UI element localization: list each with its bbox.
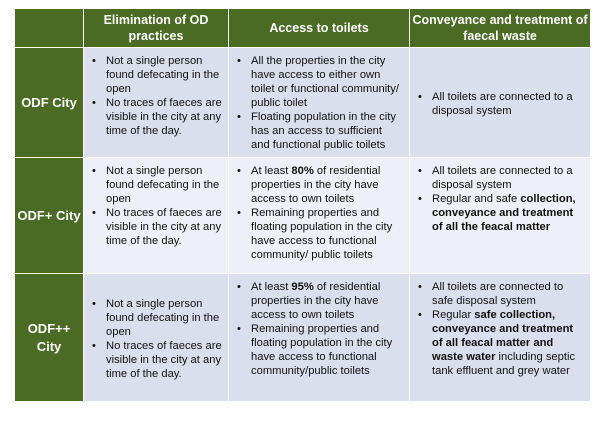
bullet-item [237,280,403,322]
elimination-cell [84,274,229,402]
elimination-cell [84,48,229,158]
bullet-item: • No traces of faeces are visible in the city at any time of the day. [92,339,222,381]
bullet-item: • All toilets are connected to a disposal system [418,164,584,192]
bullet-emphasis: 80% [291,165,314,177]
bullet-item: • Not a single person found defecating in the open [92,164,222,206]
bullet-item [418,192,584,234]
bullet-item: • No traces of faeces are visible in the city at any time of the day. [92,206,222,248]
bullet-text: Regular and safe [432,193,521,205]
bullet-text: Regular [432,309,475,321]
header-elimination: Elimination of OD practices [84,9,229,48]
conveyance-cell [410,274,591,402]
table-row-odf [15,48,591,158]
bullet-item: • Remaining properties and floating population in the city have access to functional community/ public toilets [237,206,403,262]
table-row-odf-plus [15,158,591,274]
row-label: ODF++ City [15,274,84,402]
bullet-emphasis: collection, conveyance and treatment of all the feacal matter [432,193,576,233]
conveyance-cell [410,158,591,274]
conveyance-cell [410,48,591,158]
bullet-text: of residential properties in the city have access to own toilets [251,165,381,205]
bullet-item: • Floating population in the city has an access to sufficient and functional public toilets [237,110,403,152]
bullet-emphasis: 95% [291,281,314,293]
access-cell [229,158,410,274]
header-row [15,9,591,48]
access-cell [229,274,410,402]
access-cell [229,48,410,158]
bullet-item: • No traces of faeces are visible in the city at any time of the day. [92,96,222,138]
elimination-cell [84,158,229,274]
bullet-item: • All the properties in the city have access to either own toilet or functional community/ public toilet [237,54,403,110]
bullet-item: • All toilets are connected to a disposal system [418,90,584,118]
bullet-text: At least [251,281,292,293]
table-row-odf-plus-plus [15,274,591,402]
bullet-item: • Not a single person found defecating in the open [92,54,222,96]
header-corner [15,9,84,48]
row-label: ODF City [15,48,84,158]
odf-comparison-table [14,8,591,402]
bullet-text: At least [251,165,292,177]
bullet-text: including septic tank effluent and grey water [432,351,576,377]
header-conveyance: Conveyance and treatment of faecal waste [410,9,591,48]
bullet-item: • Not a single person found defecating in the open [92,297,222,339]
bullet-item: • All toilets are connected to safe disposal system [418,280,584,308]
row-label: ODF+ City [15,158,84,274]
bullet-emphasis: safe collection, conveyance and treatment of all feacal matter and waste water [432,309,574,363]
bullet-item: • Remaining properties and floating population in the city have access to functional community/public toilets [237,322,403,378]
bullet-text: of residential properties in the city have access to own toilets [251,281,381,321]
bullet-item [418,308,584,378]
header-access: Access to toilets [229,9,410,48]
bullet-item [237,164,403,206]
